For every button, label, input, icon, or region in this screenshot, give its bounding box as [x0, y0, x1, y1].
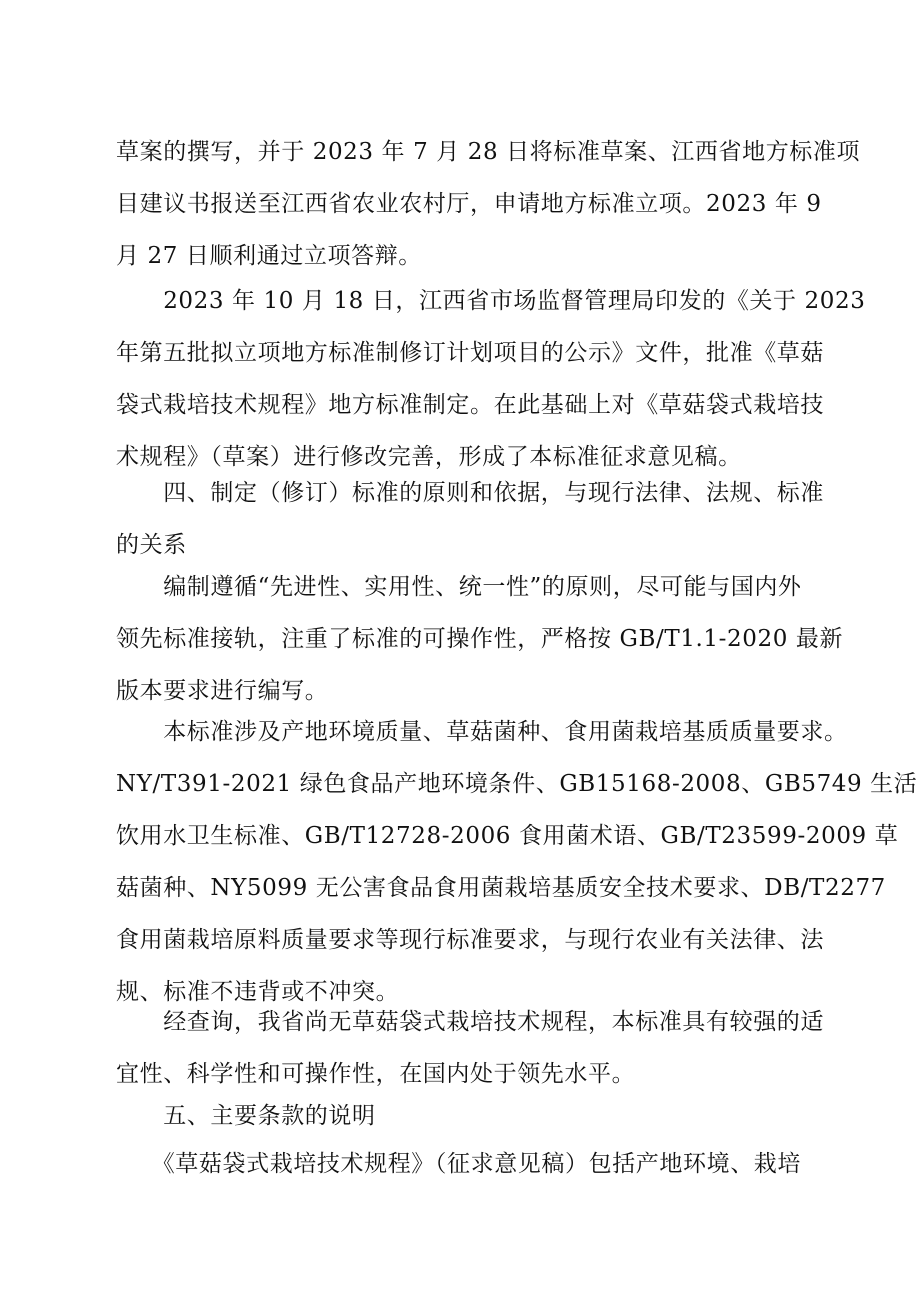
text-line: 目建议书报送至江西省农业农村厅，申请地方标准立项。2023 年 9 [116, 191, 822, 217]
text-line: 领先标准接轨，注重了标准的可操作性，严格按 GB/T1.1-2020 最新 [116, 626, 844, 652]
heading-line: 五、主要条款的说明 [116, 1103, 376, 1129]
text-line: 年第五批拟立项地方标准制修订计划项目的公示》文件，批准《草菇 [116, 340, 824, 366]
paragraph-related-standards [116, 706, 918, 1018]
text-line: 本标准涉及产地环境质量、草菇菌种、食用菌栽培基质质量要求。 [116, 719, 848, 745]
text-line: 编制遵循“先进性、实用性、统一性”的原则，尽可能与国内外 [116, 574, 802, 600]
text-line: 饮用水卫生标准、GB/T12728-2006 食用菌术语、GB/T23599-2009 草 [116, 823, 899, 849]
section-heading-main-clauses [116, 1090, 816, 1142]
paragraph-compilation-principles [116, 561, 844, 717]
heading-line: 四、制定（修订）标准的原则和依据，与现行法律、法规、标准 [116, 480, 824, 506]
paragraph-approval-notice [116, 275, 866, 483]
text-line: 菇菌种、NY5099 无公害食品食用菌栽培基质安全技术要求、DB/T2277 [116, 875, 886, 901]
section-heading-principles [116, 467, 824, 571]
heading-line: 的关系 [116, 532, 187, 558]
text-line: 月 27 日顺利通过立项答辩。 [116, 243, 422, 269]
text-line: 版本要求进行编写。 [116, 678, 329, 704]
text-line: 规、标准不违背或不冲突。 [116, 979, 400, 1005]
text-line: 经查询，我省尚无草菇袋式栽培技术规程，本标准具有较强的适 [116, 1009, 824, 1035]
paragraph-novelty [116, 996, 824, 1100]
text-line: 食用菌栽培原料质量要求等现行标准要求，与现行农业有关法律、法 [116, 927, 824, 953]
paragraph-clauses-intro [116, 1138, 816, 1190]
text-line: 草案的撰写，并于 2023 年 7 月 28 日将标准草案、江西省地方标准项 [116, 139, 861, 165]
text-line: 《草菇袋式栽培技术规程》（征求意见稿）包括产地环境、栽培 [116, 1151, 801, 1177]
text-line: 术规程》（草案）进行修改完善，形成了本标准征求意见稿。 [116, 444, 742, 470]
text-line: NY/T391-2021 绿色食品产地环境条件、GB15168-2008、GB5749 生活 [116, 771, 918, 797]
text-line: 袋式栽培技术规程》地方标准制定。在此基础上对《草菇袋式栽培技 [116, 392, 824, 418]
paragraph-project-application [116, 126, 861, 282]
text-line: 宜性、科学性和可操作性，在国内处于领先水平。 [116, 1061, 636, 1087]
text-line: 2023 年 10 月 18 日，江西省市场监督管理局印发的《关于 2023 [116, 288, 866, 314]
